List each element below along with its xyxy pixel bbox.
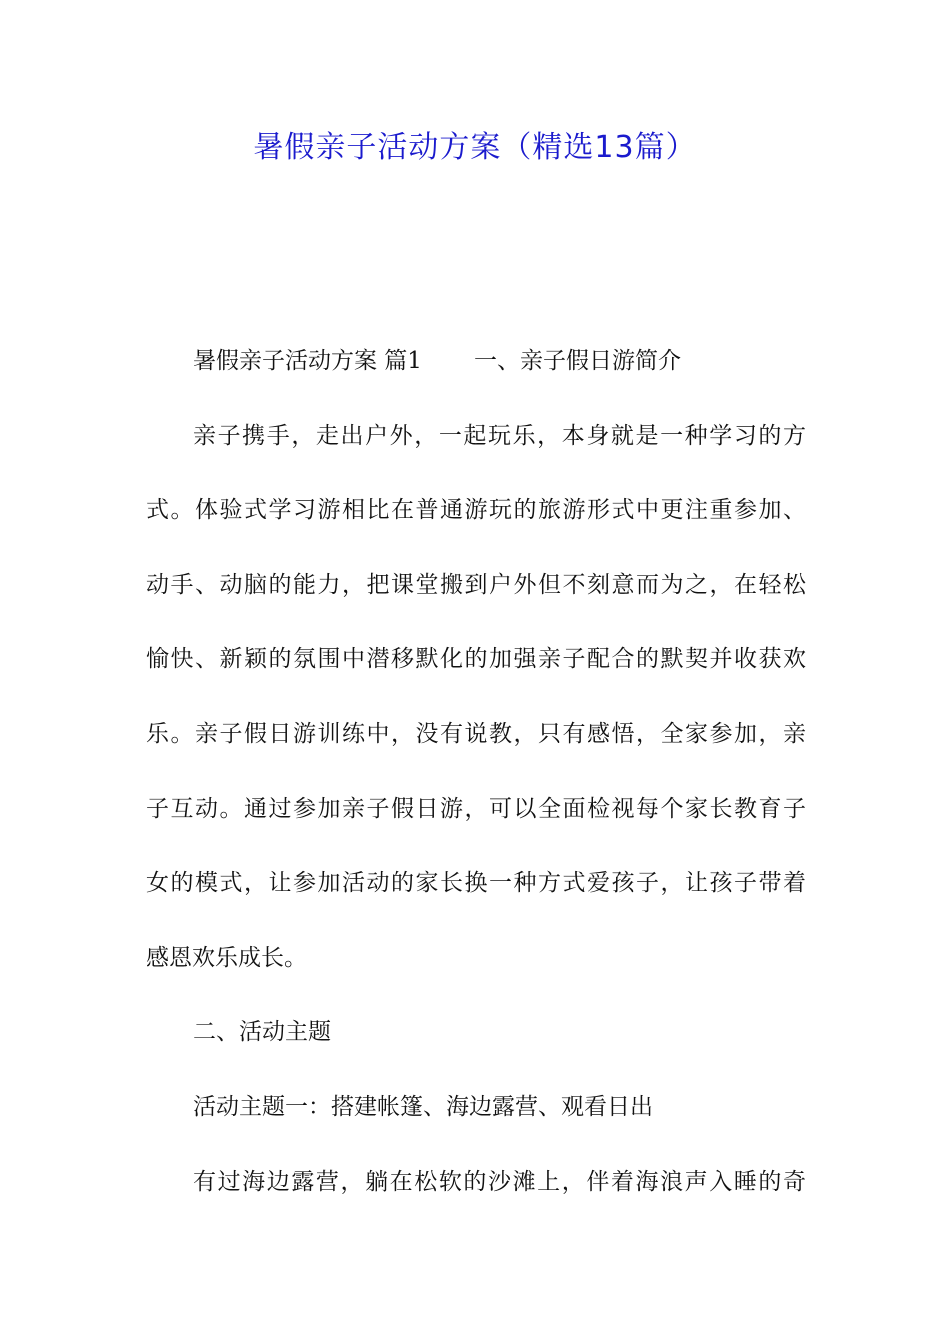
paragraph-line: 有过海边露营，躺在松软的沙滩上，伴着海浪声入睡的奇 (193, 1168, 806, 1195)
paragraph-line: 乐。亲子假日游训练中，没有说教，只有感悟，全家参加，亲 (146, 720, 806, 747)
document-body (146, 339, 806, 1234)
article-heading: 暑假亲子活动方案 篇1 (193, 348, 422, 374)
section-heading: 一、亲子假日游简介 (473, 348, 681, 374)
paragraph-line: 亲子携手，走出户外，一起玩乐，本身就是一种学习的方 (193, 422, 806, 449)
paragraph-line: 动手、动脑的能力，把课堂搬到户外但不刻意而为之，在轻松 (146, 571, 806, 598)
paragraph-line: 愉快、新颖的氛围中潜移默化的加强亲子配合的默契并收获欢 (146, 646, 806, 673)
paragraph-line: 子互动。通过参加亲子假日游，可以全面检视每个家长教育子 (146, 795, 806, 822)
document-title: 暑假亲子活动方案（精选13篇） (253, 130, 697, 165)
section-heading-line (146, 339, 806, 414)
paragraph-line: 感恩欢乐成长。 (146, 944, 307, 971)
section-heading: 二、活动主题 (193, 1019, 331, 1046)
theme-heading: 活动主题一：搭建帐篷、海边露营、观看日出 (193, 1093, 653, 1120)
paragraph-line: 女的模式，让参加活动的家长换一种方式爱孩子，让孩子带着 (146, 870, 806, 897)
paragraph-line: 式。体验式学习游相比在普通游玩的旅游形式中更注重参加、 (146, 497, 806, 524)
